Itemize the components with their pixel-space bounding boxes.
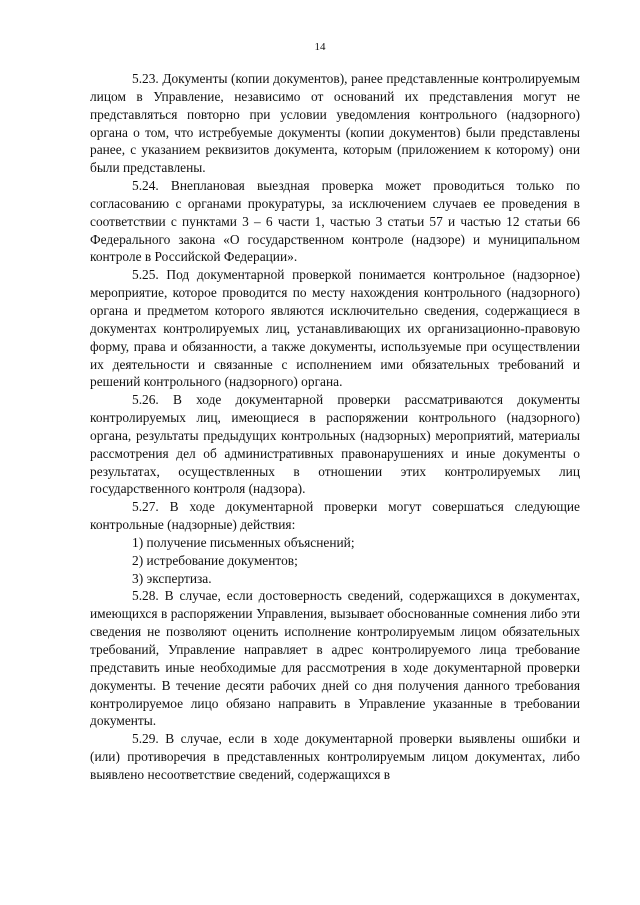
paragraph-5-29: 5.29. В случае, если в ходе документарной проверки выявлены ошибки и (или) противоречия в представленных контролируемым лицом документах, либо выявлено несоответствие сведений, содержащихся в [90, 731, 580, 782]
list-item: 1) получение письменных объяснений; [132, 534, 355, 550]
page-number: 14 [314, 41, 326, 53]
document-body [90, 70, 580, 784]
list-item: 2) истребование документов; [132, 552, 298, 568]
paragraph-5-26: 5.26. В ходе документарной проверки рассматриваются документы контролируемых лиц, имеющиеся в распоряжении контрольного (надзорного) органа, результаты предыдущих контрольных (надзорных) мероприятий, материалы рассмотрения дел об административных правонарушениях и иные документы о результатах, осуществленных в отношении этих контролируемых лиц государственного контроля (надзора). [90, 392, 580, 497]
paragraph-5-27: 5.27. В ходе документарной проверки могут совершаться следующие контрольные (надзорные) действия: [90, 499, 580, 533]
paragraph-5-28: 5.28. В случае, если достоверность сведений, содержащихся в документах, имеющихся в распоряжении Управления, вызывает обоснованные сомнения либо эти сведения не позволяют оценить исполнение контролируемым лицом обязательных требований, Управление направляет в адрес контролируемого лица требование представить иные необходимые для рассмотрения в ходе документарной проверки документы. В течение десяти рабочих дней со дня получения данного требования контролируемое лицо обязано направить в Управление указанные в требовании документы. [90, 588, 580, 729]
list-item: 3) экспертиза. [132, 570, 212, 586]
paragraph-5-25: 5.25. Под документарной проверкой понимается контрольное (надзорное) мероприятие, которое проводится по месту нахождения контрольного (надзорного) органа и предметом которого являются исключительно сведения, содержащиеся в документах контролируемых лиц, устанавливающих их организационно-правовую форму, права и обязанности, а также документы, используемые при осуществлении их деятельности и связанные с исполнением ими обязательных требований и решений контрольного (надзорного) органа. [90, 267, 580, 390]
paragraph-5-24: 5.24. Внеплановая выездная проверка может проводиться только по согласованию с органами прокуратуры, за исключением случаев ее проведения в соответствии с пунктами 3 – 6 части 1, частью 3 статьи 57 и частью 12 статьи 66 Федерального закона «О государственном контроле (надзоре) и муниципальном контроле в Российской Федерации». [90, 178, 580, 265]
paragraph-5-23: 5.23. Документы (копии документов), ранее представленные контролируемым лицом в Управление, независимо от оснований их представления могут не представляться повторно при условии уведомления контрольного (надзорного) органа о том, что истребуемые документы (копии документов) были представлены ранее, с указанием реквизитов документа, которым (приложением к которому) они были представлены. [90, 71, 580, 176]
